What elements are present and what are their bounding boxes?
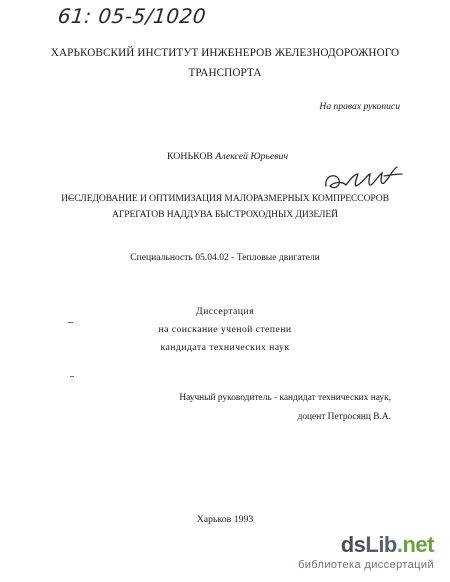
rights-note: На правах рукописи <box>319 101 400 112</box>
archive-number-handwritten: 61: 05-5/1020 <box>56 4 208 28</box>
logo-ds: ds <box>340 532 366 557</box>
margin-tick <box>70 376 74 377</box>
author-name <box>167 151 288 162</box>
dissertation-title-line1: ИССЛЕДОВАНИЕ И ОПТИМИЗАЦИЯ МАЛОРАЗМЕРНЫХ КОМПРЕССОРОВ <box>61 193 389 204</box>
logo-net: .net <box>396 532 434 557</box>
logo-lib: Lib <box>365 532 397 557</box>
institute-name-line2: ТРАНСПОРТА <box>188 67 262 79</box>
dissertation-degree-line1: на соискание ученой степени <box>158 324 292 335</box>
dslib-subtitle: библиотека диссертаций <box>298 559 434 571</box>
dissertation-heading: Диссертация <box>195 306 254 317</box>
dissertation-title-line2: АГРЕГАТОВ НАДДУВА БЫСТРОХОДНЫХ ДИЗЕЛЕЙ <box>111 209 339 220</box>
dslib-logo <box>341 532 434 558</box>
city-year: Харьков 1993 <box>196 514 254 525</box>
supervisor-line1: Научный руководитель - кандидат технических наук, <box>179 393 391 403</box>
author-surname: КОНЬКОВ <box>167 151 213 162</box>
author-signature-icon <box>322 164 404 194</box>
author-given-name: Алексей Юрьевич <box>215 151 289 162</box>
dslib-watermark <box>250 532 440 576</box>
institute-name-line1: ХАРЬКОВСКИЙ ИНСТИТУТ ИНЖЕНЕРОВ ЖЕЛЕЗНОДОРОЖНОГО <box>50 47 400 59</box>
dissertation-degree-line2: кандидата технических наук <box>160 342 290 353</box>
supervisor-line2: доцент Петросянц В.А. <box>297 412 391 422</box>
specialty: Специальность 05.04.02 - Тепловые двигатели <box>130 252 320 263</box>
